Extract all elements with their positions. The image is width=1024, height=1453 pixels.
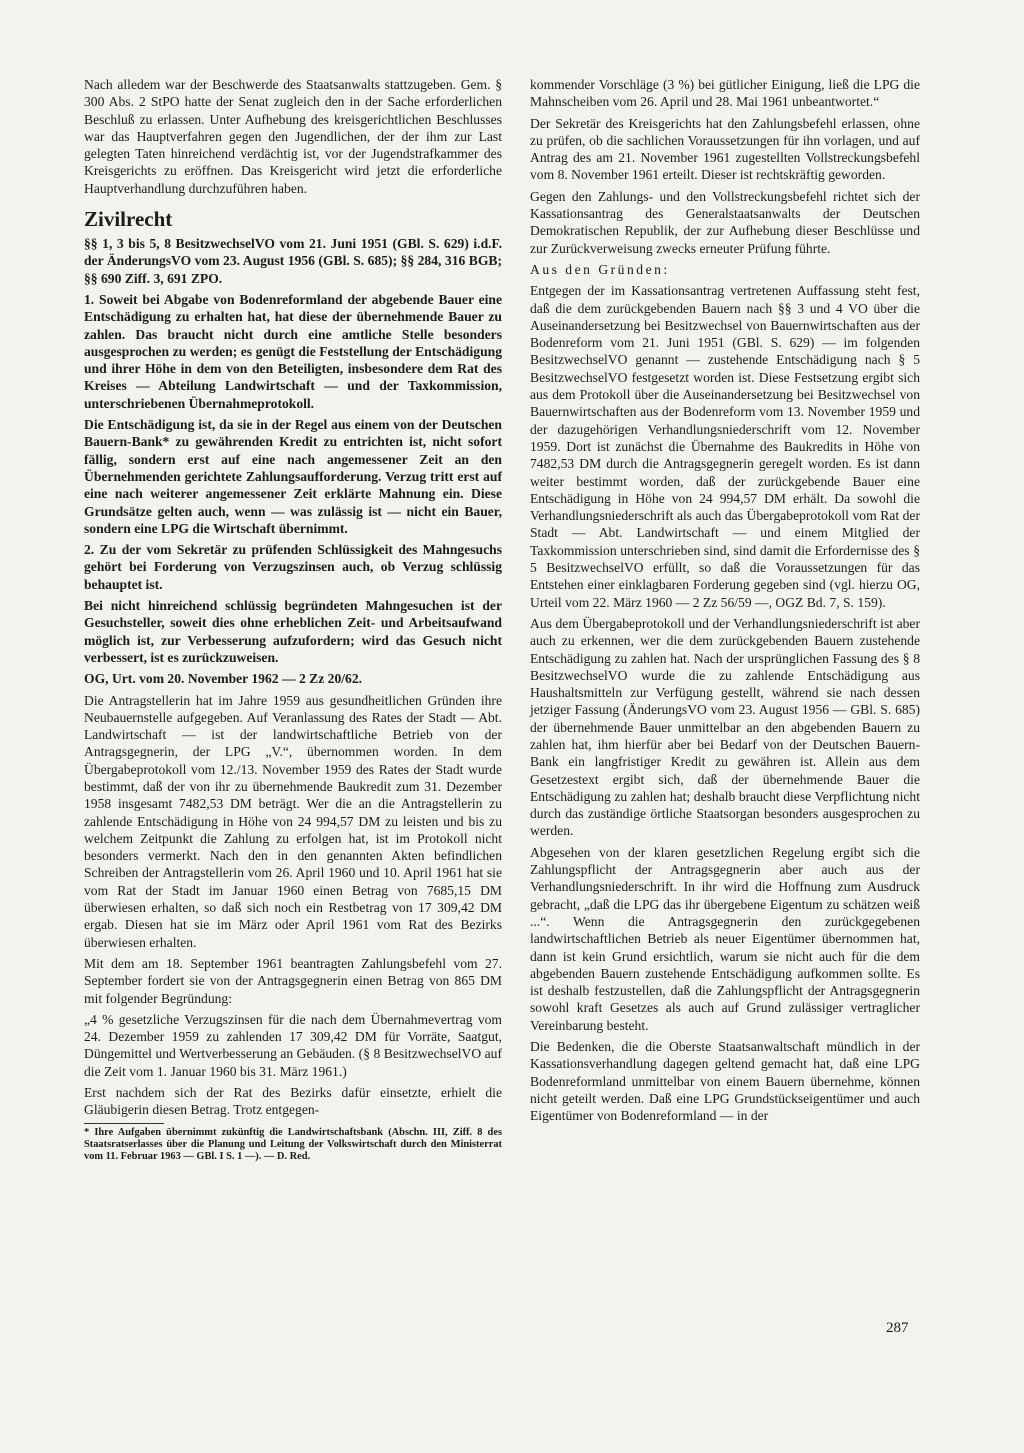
headnote-1b: Die Entschädigung ist, da sie in der Regel aus einem von der Deutschen Bauern-Bank* zu gewährenden Kredit zu entrichten ist, nicht sofort fällig, sondern erst auf eine nach angemessener Zeit an den Übernehmenden gerichtete Zahlungsaufforderung. Verzug tritt erst auf eine nach weiterer angemessener Zeit erklärte Mahnung ein. Diese Grundsätze gelten auch, wenn — was zulässig ist — nicht ein Bauer, sondern eine LPG die Wirtschaft übernimmt. xyxy=(84,417,502,536)
section-heading: Zivilrecht xyxy=(84,207,173,232)
body-paragraph: kommender Vorschläge (3 %) bei gütlicher Einigung, ließ die LPG die Mahnscheiben vom 26. April und 28. Mai 1961 unbeantwortet.“ xyxy=(530,77,920,110)
grounds-heading: Aus den Gründen: xyxy=(530,261,670,277)
body-paragraph: Abgesehen von der klaren gesetzlichen Regelung ergibt sich die Zahlungspflicht der Antragsgegnerin aber auch aus der Verhandlungsniederschrift. In ihr wird die Hoffnung zum Ausdruck gebracht, „daß die LPG das ihr übergebene Eigentum zu schätzen weiß ...“. Wenn die Antragsgegnerin den zurückgegebenen landwirtschaftlichen Betrieb als neuer Eigentümer übernommen hat, dann ist kein Grund ersichtlich, warum sie nicht auch für die dem abgebenden Bauern zustehende Entschädigung aufkommen sollte. Es ist deshalb festzustellen, daß die Zahlungspflicht der Antragsgegnerin sowohl kraft Gesetzes als auch auf Grund zulässiger vertraglicher Vereinbarung besteht. xyxy=(530,844,920,1033)
body-paragraph: Die Bedenken, die die Oberste Staatsanwaltschaft mündlich in der Kassationsverhandlung dagegen geltend gemacht hat, daß eine LPG Bodenreformland unmittelbar von einem Bauern übernehme, können nicht geteilt werden. Daß eine LPG Grundstückseigentümer und auch Eigentümer von Bodenreformland — in der xyxy=(530,1039,920,1124)
right-column xyxy=(530,76,920,1129)
headnote-2a: 2. Zu der vom Sekretär zu prüfenden Schlüssigkeit des Mahngesuchs gehört bei Forderung von Verzugszinsen auch, ob Verzug schlüssig behauptet ist. xyxy=(84,542,502,592)
footnote-divider xyxy=(84,1123,164,1124)
norms-line: §§ 1, 3 bis 5, 8 BesitzwechselVO vom 21. Juni 1951 (GBl. S. 629) i.d.F. der ÄnderungsVO vom 23. August 1956 (GBl. S. 685); §§ 284, 316 BGB; §§ 690 Ziff. 3, 691 ZPO. xyxy=(84,236,502,286)
body-paragraph: Der Sekretär des Kreisgerichts hat den Zahlungsbefehl erlassen, ohne zu prüfen, ob die sachlichen Voraussetzungen für ihn vorlagen, und auf Antrag des am 21. November 1961 zugestellten Vollstreckungsbefehl vom 8. November 1961 erteilt. Dieser ist rechtskräftig geworden. xyxy=(530,115,920,183)
intro-paragraph: Nach alledem war der Beschwerde des Staatsanwalts stattzugeben. Gem. § 300 Abs. 2 StPO hatte der Senat zugleich den in der Sache erforderlichen Beschluß zu erlassen. Unter Aufhebung des kreisgerichtlichen Beschlusses war das Hauptverfahren gegen den Jugendlichen, der der ihm zur Last gelegten Taten hinreichend verdächtig ist, vor der Jugendstrafkammer des Kreisgerichts zu eröffnen. Das Kreisgericht wird jetzt die erforderliche Hauptverhandlung durchzuführen haben. xyxy=(84,77,502,196)
body-paragraph: Gegen den Zahlungs- und den Vollstreckungsbefehl richtet sich der Kassationsantrag des Generalstaatsanwalts der Deutschen Demokratischen Republik, der zur Aufhebung dieser Beschlüsse und zur Zurückverweisung zwecks erneuter Prüfung führte. xyxy=(530,188,920,256)
headnote-1a: 1. Soweit bei Abgabe von Bodenreformland der abgebende Bauer eine Entschädigung zu erhalten hat, hat diese der übernehmende Bauer zu zahlen. Das braucht nicht durch eine amtliche Stelle besonders ausgesprochen zu werden; es genügt die Feststellung der Entschädigung und ihrer Höhe in dem von den Beteiligten, insbesondere dem Rat des Kreises — Abteilung Landwirtschaft — und der Taxkommission, unterschriebenen Übernahmeprotokoll. xyxy=(84,291,502,411)
body-paragraph: Erst nachdem sich der Rat des Bezirks dafür einsetzte, erhielt die Gläubigerin diesen Betrag. Trotz entgegen- xyxy=(84,1085,502,1118)
page-number: 287 xyxy=(886,1320,909,1336)
quote-paragraph: „4 % gesetzliche Verzugszinsen für die nach dem Übernahmevertrag vom 24. Dezember 1959 zu zahlenden 17 309,42 DM für Vorräte, Saatgut, Düngemittel und Wertverbesserung an Gebäuden. (§ 8 BesitzwechselVO auf die Zeit vom 1. Januar 1960 bis 31. März 1961.) xyxy=(84,1011,502,1079)
headnote-2b: Bei nicht hinreichend schlüssig begründeten Mahngesuchen ist der Gesuchsteller, soweit dies ohne erheblichen Zeit- und Arbeitsaufwand möglich ist, zur Verbesserung aufzufordern; wird das Gesuch nicht verbessert, ist es zurückzuweisen. xyxy=(84,598,502,665)
case-citation: OG, Urt. vom 20. November 1962 — 2 Zz 20/62. xyxy=(84,671,363,687)
body-paragraph: Aus dem Übergabeprotokoll und der Verhandlungsniederschrift ist aber auch zu erkennen, wer die dem zurückgebenden Bauern zustehende Entschädigung zu zahlen hat. Nach der ursprünglichen Fassung des § 8 BesitzwechselVO wurde die zu zahlende Entschädigung aus Haushaltsmitteln zur Verfügung gestellt, während sie nach dessen jetziger Fassung (ÄnderungsVO vom 23. August 1956 — GBl. S. 685) der übernehmende Bauer unmittelbar an den abgebenden Bauern zu zahlen hat, ihm hierfür aber bei Bedarf von der Deutschen Bauern-Bank ein langfristiger Kredit zu gewähren ist. Allein aus dem Gesetzestext ergibt sich, daß der übernehmende Bauer die Entschädigung zu zahlen hat; deshalb braucht diese Verpflichtung nicht durch das zuständige örtliche Staatsorgan besonders ausgesprochen zu werden. xyxy=(530,615,920,839)
footnote: * Ihre Aufgaben übernimmt zukünftig die Landwirtschaftsbank (Abschn. III, Ziff. 8 des Staatsratserlasses über die Planung und Leitung der Volkswirtschaft durch den Ministerrat vom 11. Februar 1963 — GBl. I S. 1 —). — D. Red. xyxy=(84,1126,502,1163)
body-paragraph: Mit dem am 18. September 1961 beantragten Zahlungsbefehl vom 27. September fordert sie von der Antragsgegnerin einen Betrag von 865 DM mit folgender Begründung: xyxy=(84,955,502,1006)
left-column xyxy=(84,76,502,1168)
body-paragraph: Entgegen der im Kassationsantrag vertretenen Auffassung steht fest, daß die dem zurückgebenden Bauern nach §§ 3 und 4 VO über die Auseinandersetzung bei Besitzwechsel von Bauernwirtschaften aus der Bodenreform vom 21. Juni 1951 (GBl. S. 629) — im folgenden BesitzwechselVO genannt — zustehende Entschädigung nach § 5 BesitzwechselVO festgesetzt worden ist. Diese Festsetzung ergibt sich aus dem Protokoll über die Auseinandersetzung bei Besitzwechsel von Bauernwirtschaften aus der Bodenreform vom 13. November 1959 und der dazugehörigen Verhandlungsniederschrift vom 12. November 1959. Dort ist zunächst die Übernahme des Baukredits in Höhe von 7482,53 DM durch die Antragsgegnerin geregelt worden. Es ist dann weiter bestimmt worden, daß der zurückgebende Bauer eine Entschädigung in Höhe von 24 994,57 DM erhält. Da sowohl die Verhandlungsniederschrift als auch das Übergabeprotokoll vom Rat der Stadt — Abt. Landwirtschaft — und einem Mitglied der Taxkommission unterschrieben sind, sind damit die Erfordernisse des § 5 BesitzwechselVO erfüllt, so daß die Voraussetzungen für das Entstehen einer einklagbaren Forderung gegeben sind (vgl. hierzu OG, Urteil vom 22. März 1960 — 2 Zz 56/59 —, OGZ Bd. 7, S. 159). xyxy=(530,283,920,610)
body-paragraph: Die Antragstellerin hat im Jahre 1959 aus gesundheitlichen Gründen ihre Neubauernstelle aufgegeben. Auf Veranlassung des Rates der Stadt — Abt. Landwirtschaft — ist der landwirtschaftliche Betrieb von der Antragsgegnerin, der LPG „V.“, übernommen worden. In dem Übergabeprotokoll vom 12./13. November 1959 des Rates der Stadt wurde bestimmt, daß der von ihr zu übernehmende Baukredit zum 31. Dezember 1958 insgesamt 7482,53 DM beträgt. Wer die an die Antragstellerin zu zahlende Entschädigung in Höhe von 24 994,57 DM zu leisten und bis zu welchem Zeitpunkt die Zahlung zu erfolgen hat, ist im Protokoll nicht besonders vermerkt. Nach den in den genannten Akten befindlichen Schreiben der Antragstellerin vom 26. April 1960 und 10. April 1961 hat sie vom Rat der Stadt im Januar 1960 einen Betrag von 7685,15 DM überwiesen erhalten, so daß sich noch ein Restbetrag von 17 309,42 DM ergab. Diesen hat sie im März oder April 1961 vom Rat des Bezirks überwiesen erhalten. xyxy=(84,692,502,950)
